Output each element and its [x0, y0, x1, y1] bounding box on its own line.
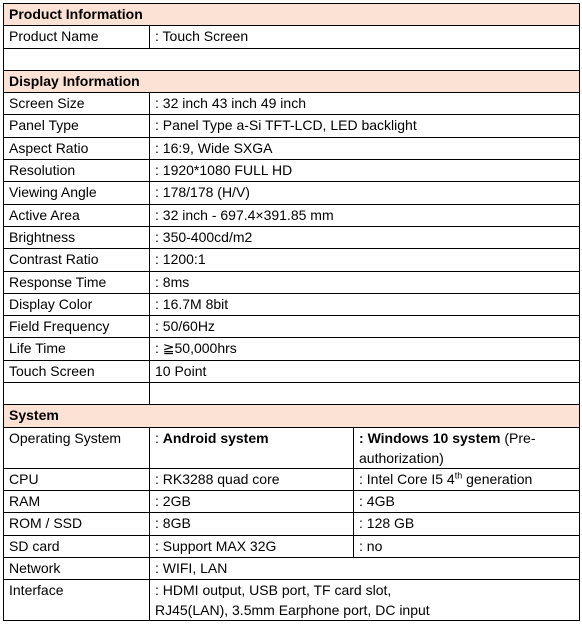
row-value: : 32 inch 43 inch 49 inch — [150, 93, 580, 115]
row-label: CPU — [4, 468, 150, 490]
section-title: System — [4, 405, 580, 427]
table-row — [4, 468, 580, 490]
section-title: Display Information — [4, 70, 580, 92]
table-row — [4, 226, 580, 248]
row-label: Viewing Angle — [4, 182, 150, 204]
row-value: : 16.7M 8bit — [150, 293, 580, 315]
section-header-product — [4, 4, 580, 26]
row-value: : ≧50,000hrs — [150, 338, 580, 360]
row-label: Brightness — [4, 226, 150, 248]
row-label: Contrast Ratio — [4, 249, 150, 271]
row-value: : 350-400cd/m2 — [150, 226, 580, 248]
spec-table — [3, 3, 580, 621]
table-row — [4, 427, 580, 468]
row-value-android: : 2GB — [150, 490, 354, 512]
row-value-android: : RK3288 quad core — [150, 468, 354, 490]
row-label: RAM — [4, 490, 150, 512]
row-value: : Touch Screen — [150, 26, 580, 48]
table-row — [4, 513, 580, 535]
table-row — [4, 115, 580, 137]
row-label: Display Color — [4, 293, 150, 315]
table-row — [4, 271, 580, 293]
row-value-windows: : 4GB — [354, 490, 580, 512]
blank-row — [4, 48, 580, 70]
table-row — [4, 160, 580, 182]
row-value: 10 Point — [150, 360, 580, 382]
row-value: : WIFI, LAN — [150, 557, 580, 579]
table-row — [4, 535, 580, 557]
table-row — [4, 360, 580, 382]
row-value: : 16:9, Wide SXGA — [150, 137, 580, 159]
row-value: : 32 inch - 697.4×391.85 mm — [150, 204, 580, 226]
row-value: : Panel Type a-Si TFT-LCD, LED backlight — [150, 115, 580, 137]
row-value-windows: : Intel Core I5 4th generation — [354, 468, 580, 490]
row-label: Resolution — [4, 160, 150, 182]
row-value: : 50/60Hz — [150, 316, 580, 338]
row-value: : 178/178 (H/V) — [150, 182, 580, 204]
table-row — [4, 293, 580, 315]
table-row — [4, 338, 580, 360]
row-value-android: : 8GB — [150, 513, 354, 535]
os-windows-note: (Pre-authorization) — [359, 429, 536, 466]
row-value: : 1200:1 — [150, 249, 580, 271]
row-label: Operating System — [4, 427, 150, 468]
row-label: Screen Size — [4, 93, 150, 115]
table-row — [4, 490, 580, 512]
row-label: Product Name — [4, 26, 150, 48]
row-label: Life Time — [4, 338, 150, 360]
row-value-windows: : no — [354, 535, 580, 557]
table-row — [4, 249, 580, 271]
table-row — [4, 204, 580, 226]
row-label: Network — [4, 557, 150, 579]
row-value-android: : Support MAX 32G — [150, 535, 354, 557]
section-header-display — [4, 70, 580, 92]
row-value: : 1920*1080 FULL HD — [150, 160, 580, 182]
section-title: Product Information — [4, 4, 580, 26]
os-windows: Windows 10 system — [367, 429, 501, 446]
row-label: ROM / SSD — [4, 513, 150, 535]
row-value-android: : Android system — [150, 427, 354, 468]
row-value-windows: : 128 GB — [354, 513, 580, 535]
row-label: Active Area — [4, 204, 150, 226]
row-label: Panel Type — [4, 115, 150, 137]
row-value: : HDMI output, USB port, TF card slot, RJ45(LAN), 3.5mm Earphone port, DC input — [150, 580, 580, 621]
row-value: : 8ms — [150, 271, 580, 293]
row-value-windows: : Windows 10 system (Pre-authorization) — [354, 427, 580, 468]
table-row — [4, 137, 580, 159]
row-label: Touch Screen — [4, 360, 150, 382]
table-row — [4, 182, 580, 204]
row-label: Interface — [4, 580, 150, 621]
row-label: Response Time — [4, 271, 150, 293]
blank-row — [4, 383, 580, 405]
row-label: SD card — [4, 535, 150, 557]
table-row — [4, 93, 580, 115]
table-row — [4, 316, 580, 338]
row-label: Aspect Ratio — [4, 137, 150, 159]
table-row — [4, 557, 580, 579]
table-row — [4, 26, 580, 48]
section-header-system — [4, 405, 580, 427]
row-label: Field Frequency — [4, 316, 150, 338]
os-android: Android system — [162, 429, 269, 446]
table-row — [4, 580, 580, 621]
